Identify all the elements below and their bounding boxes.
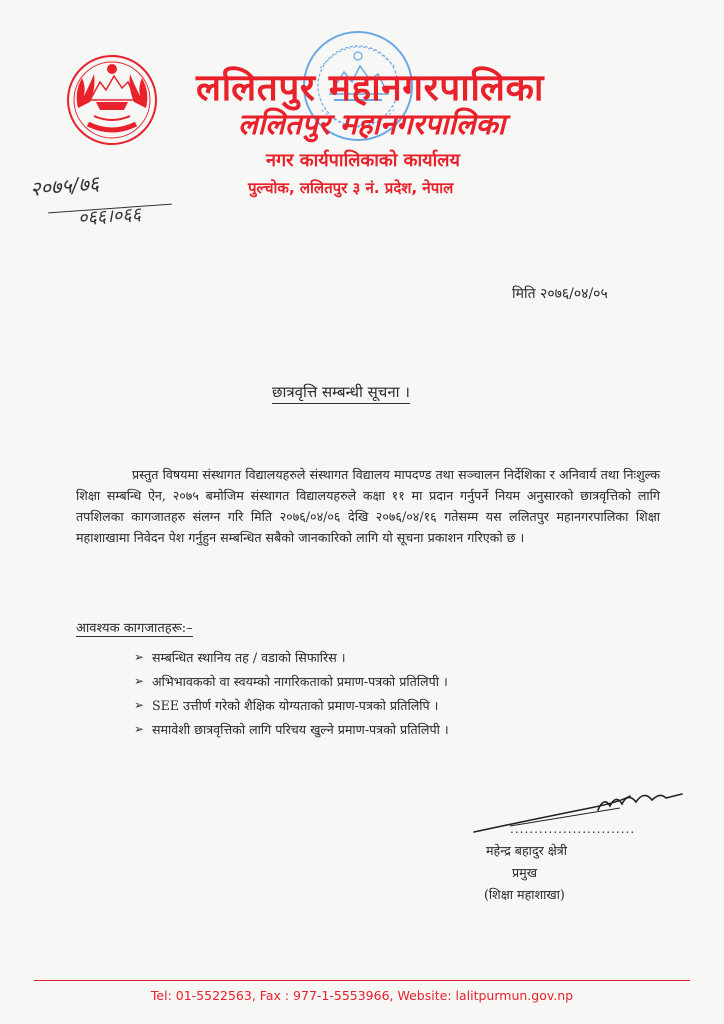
list-item (134, 645, 449, 669)
handwritten-reference-number: ०६६।०६६ (77, 203, 142, 230)
requirement-text: सम्बन्धित स्थानिय तह / वडाको सिफारिस । (152, 649, 346, 665)
requirement-text: अभिभावकको वा स्वयम्को नागरिकताको प्रमाण-पत्रको प्रतिलिपी । (152, 673, 448, 689)
signature-line: .......................... (510, 822, 636, 836)
arrow-bullet-icon: ➢ (134, 674, 145, 688)
office-name: नगर कार्यपालिकाको कार्यालय (266, 150, 460, 171)
list-item (134, 693, 449, 717)
notice-date: मिति २०७६/०४/०५ (512, 286, 608, 302)
requirements-list (134, 645, 449, 741)
organization-title: ललितपुर महानगरपालिका (196, 66, 544, 109)
arrow-bullet-icon: ➢ (134, 650, 145, 664)
notice-heading: छात्रवृत्ति सम्बन्धी सूचना । (272, 382, 410, 404)
nepal-emblem-icon (64, 52, 160, 148)
organization-title-stylized: ललितपुर महानगरपालिका (238, 107, 506, 141)
footer-contact-info: Tel: 01-5522563, Fax : 977-1-5553966, Website: lalitpurmun.gov.np (150, 988, 574, 1003)
handwritten-fiscal-year: २०७५/७६ (29, 171, 101, 201)
arrow-bullet-icon: ➢ (134, 722, 145, 736)
list-item (134, 669, 449, 693)
requirement-text: SEE उत्तीर्ण गरेको शैक्षिक योग्यताको प्रमाण-पत्रको प्रतिलिपि । (152, 697, 439, 713)
arrow-bullet-icon: ➢ (134, 698, 145, 712)
signatory-department: (शिक्षा महाशाखा) (484, 887, 565, 902)
notice-body-paragraph: प्रस्तुत विषयमा संस्थागत विद्यालयहरुले संस्थागत विद्यालय मापदण्ड तथा सञ्चालन निर्देशिका र अनिवार्य तथा निःशुल्क शिक्षा सम्बन्धि ऐन, २०७५ बमोजिम संस्थागत विद्यालयहरुले कक्षा ११ मा प्रदान गर्नुपर्ने नियम अनुसारको छात्रवृत्तिको लागि तपशिलका कागजातहरु संलग्न गरि मिति २०७६/०४/०६ देखि २०७६/०४/१६ गतेसम्म यस ललितपुर महानगरपालिका शिक्षा महाशाखामा निवेदन पेश गर्नुहुन सम्बन्धित सबैको जानकारिको लागि यो सूचना प्रकाशन गरिएको छ । (76, 467, 660, 545)
list-item (134, 717, 449, 741)
signatory-name: महेन्द्र बहादुर क्षेत्री (486, 843, 568, 858)
footer-divider (34, 980, 690, 981)
requirement-text: समावेशी छात्रवृत्तिको लागि परिचय खुल्ने प्रमाण-पत्रको प्रतिलिपी । (152, 721, 449, 737)
signatory-title: प्रमुख (512, 865, 537, 880)
office-address: पुल्चोक, ललितपुर ३ नं. प्रदेश, नेपाल (248, 179, 454, 197)
requirements-heading: आवश्यक कागजातहरू:– (76, 618, 193, 637)
